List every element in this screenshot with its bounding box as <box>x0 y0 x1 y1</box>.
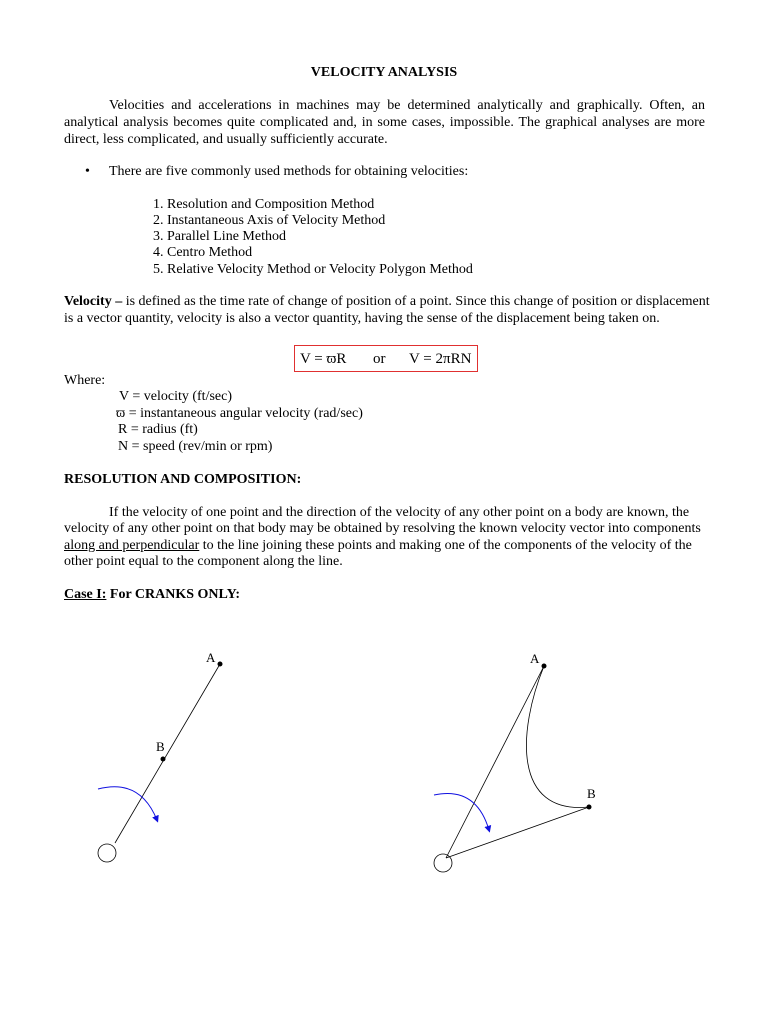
point-b-dot <box>161 757 166 762</box>
left-crank-figure <box>98 650 223 862</box>
velocity-term: Velocity – <box>64 294 123 309</box>
method-item: 3. Parallel Line Method <box>153 229 286 244</box>
case-label: Case I: <box>64 587 107 602</box>
page-title: VELOCITY ANALYSIS <box>310 65 458 80</box>
velocity-definition-text: is defined as the time rate of change of position of a point. Since this change of position or displacement <box>122 294 710 309</box>
rotation-arrow-icon <box>434 793 489 830</box>
intro-paragraph: Velocities and accelerations in machines may be determined analytically and graphically. Often, an analytical analysis becomes quite complicated and, in some cases, impossible. The graphical analyses are more direct, less complicated, and usually sufficiently accurate. <box>64 98 705 147</box>
bullet-text: There are five commonly used methods for obtaining velocities: <box>109 164 469 179</box>
rotation-arrow-icon <box>98 787 157 820</box>
section-paragraph-line1: If the velocity of one point and the direction of the velocity of any other point on a body are known, the <box>109 505 690 520</box>
crank-diagrams <box>0 600 768 900</box>
section-paragraph-line2: velocity of any other point on that body may be obtained by resolving the known velocity vector into components <box>64 521 701 536</box>
definition-item: N = speed (rev/min or rpm) <box>118 439 273 454</box>
underlined-phrase: along and perpendicular <box>64 538 200 553</box>
crank-link-line <box>115 664 220 843</box>
formula-2pirn: V = 2πRN <box>409 351 472 367</box>
method-item: 4. Centro Method <box>153 245 253 260</box>
point-b-label: B <box>587 786 596 801</box>
connecting-link-line <box>446 807 589 858</box>
method-item: 2. Instantaneous Axis of Velocity Method <box>153 213 386 228</box>
coupler-curve <box>526 666 589 808</box>
formula-omega-r: V = ϖR <box>300 351 347 367</box>
point-b-label: B <box>156 739 165 754</box>
section-paragraph-line3 <box>64 538 692 554</box>
point-b-dot <box>587 805 592 810</box>
formula-box <box>294 345 478 372</box>
section-paragraph-line3-rest: to the line joining these points and making one of the components of the velocity of the <box>199 538 692 553</box>
point-a-label: A <box>530 651 540 666</box>
fixed-pivot-circle <box>434 854 452 872</box>
method-item: 5. Relative Velocity Method or Velocity Polygon Method <box>153 262 473 277</box>
velocity-definition-line2: is a vector quantity, velocity is also a vector quantity, having the sense of the displacement being taken on. <box>64 311 660 326</box>
fixed-pivot-circle <box>98 844 116 862</box>
method-item: 1. Resolution and Composition Method <box>153 197 375 212</box>
where-label: Where: <box>64 373 106 388</box>
crank-link-line <box>446 666 544 858</box>
definition-item: V = velocity (ft/sec) <box>119 389 232 404</box>
section-heading: RESOLUTION AND COMPOSITION: <box>64 472 302 487</box>
point-a-dot <box>542 664 547 669</box>
point-a-label: A <box>206 650 216 665</box>
case-title: For CRANKS ONLY: <box>106 587 241 602</box>
bullet-symbol: • <box>85 164 90 179</box>
point-a-dot <box>218 662 223 667</box>
definition-item: R = radius (ft) <box>118 422 198 437</box>
definition-item: ϖ = instantaneous angular velocity (rad/sec) <box>116 406 363 421</box>
velocity-definition-line1 <box>64 294 710 310</box>
section-paragraph-line4: other point equal to the component along the line. <box>64 554 343 569</box>
formula-or: or <box>373 351 386 367</box>
right-crank-figure <box>434 651 596 872</box>
